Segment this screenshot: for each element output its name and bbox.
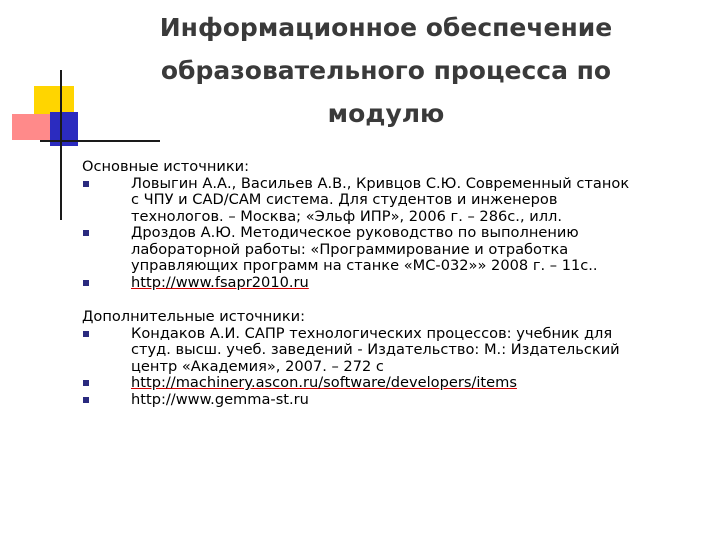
square-bullet-icon — [83, 380, 89, 386]
logo-vertical-line — [60, 70, 62, 220]
title-line-3: модулю — [327, 99, 445, 128]
additional-sources-heading: Дополнительные источники: — [82, 308, 306, 325]
list-item-line: с ЧПУ и CAD/CAM система. Для студентов и инженеров — [131, 191, 558, 208]
square-bullet-icon — [83, 331, 89, 337]
main-source-item-2 — [82, 225, 712, 275]
square-bullet-icon — [83, 397, 89, 403]
additional-source-item-3 — [82, 392, 712, 409]
list-item-line: технологов. – Москва; «Эльф ИПР», 2006 г. – 286с., илл. — [131, 207, 563, 225]
title-line-1: Информационное обеспечение — [159, 13, 613, 42]
gemma-url-text: http://www.gemma-st.ru — [131, 390, 309, 408]
logo-red-square — [12, 114, 50, 140]
list-item-line: управляющих программ на станке «МС-032»» 2008 г. – 11с.. — [131, 257, 598, 274]
fsapr-link[interactable]: http://www.fsapr2010.ru — [131, 273, 309, 291]
title-line-2: образовательного процесса по — [160, 56, 612, 85]
main-sources-heading: Основные источники: — [82, 158, 250, 175]
main-source-item-1 — [82, 176, 712, 226]
list-item-line: Ловыгин А.А., Васильев А.В., Кривцов С.Ю. Современный станок — [131, 174, 630, 192]
square-bullet-icon — [83, 280, 89, 286]
slide-title — [96, 6, 676, 135]
square-bullet-icon — [83, 230, 89, 236]
list-item-line: студ. высш. учеб. заведений - Издательство: М.: Издательский — [131, 341, 620, 358]
slide-content — [82, 159, 712, 408]
list-item-line: Кондаков А.И. САПР технологических процессов: учебник для — [131, 324, 613, 342]
square-bullet-icon — [83, 181, 89, 187]
list-item-line: центр «Академия», 2007. – 272 с — [131, 357, 384, 375]
additional-source-item-1 — [82, 326, 712, 376]
main-source-item-3 — [82, 275, 712, 292]
logo-horizontal-line — [40, 140, 160, 142]
list-item-line: лабораторной работы: «Программирование и отработка — [131, 240, 569, 258]
list-item-line: Дроздов А.Ю. Методическое руководство по выполнению — [131, 224, 579, 241]
additional-source-item-2 — [82, 375, 712, 392]
ascon-link[interactable]: http://machinery.ascon.ru/software/developers/items — [131, 374, 517, 391]
